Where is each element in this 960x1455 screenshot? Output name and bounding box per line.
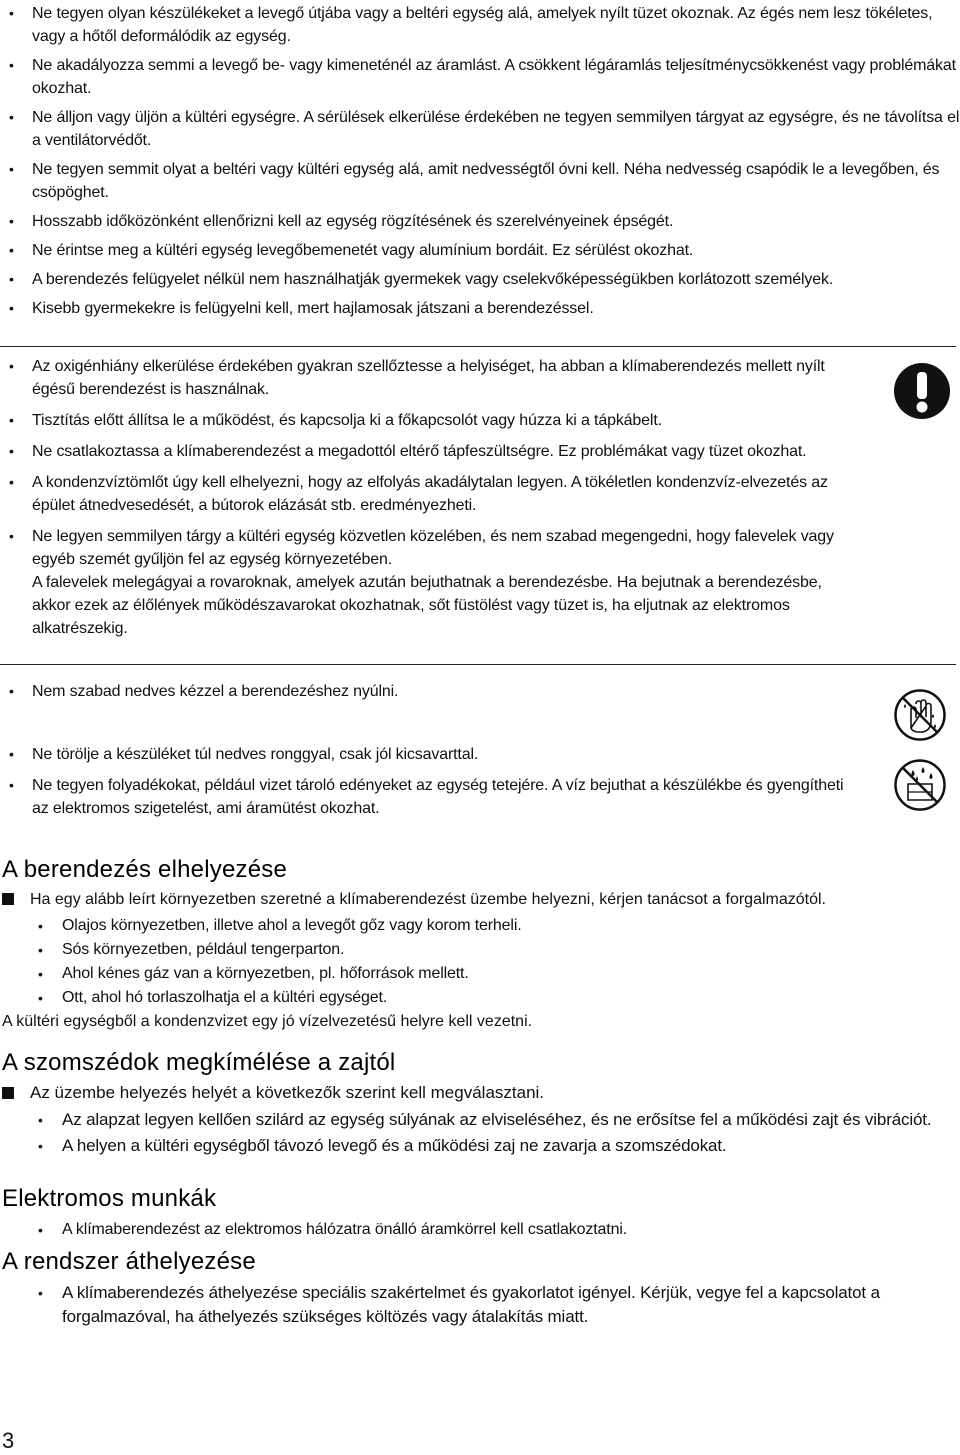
- heading-placement: A berendezés elhelyezése: [2, 856, 287, 883]
- no-water-list: [0, 743, 860, 820]
- square-bullet-icon: [2, 1087, 14, 1099]
- list-item: • Ne csatlakoztassa a klímaberendezést a megadottól eltérő tápfeszültségre. Ez problémákat vagy tüzet okozhat.: [0, 440, 860, 463]
- list-item: • Ne érintse meg a kültéri egység levegőbemenetét vagy alumínium bordáit. Ez sérülést okozhat.: [0, 239, 960, 262]
- list-item: • Az oxigénhiány elkerülése érdekében gyakran szellőztesse a helyiséget, ha abban a klímaberendezés mellett nyílt égésű berendezést is használnak.: [0, 355, 860, 401]
- list-item: • Ne törölje a készüléket túl nedves ronggyal, csak jól kicsavarttal.: [0, 743, 860, 766]
- electrical-list-wrap: [0, 1219, 960, 1243]
- relocation-list: [0, 1281, 880, 1329]
- list-item: • Kisebb gyermekekre is felügyelni kell, mert hajlamosak játszani a berendezéssel.: [0, 297, 960, 320]
- heading-relocation: A rendszer áthelyezése: [2, 1248, 256, 1275]
- list-item: • A kondenzvíztömlőt úgy kell elhelyezni, hogy az elfolyás akadálytalan legyen. A tökéletlen kondenzvíz-elvezetés az épület átnedvesedését, a bútorok elázását stb. eredményezheti.: [0, 471, 860, 517]
- list-item: • A klímaberendezést az elektromos hálózatra önálló áramkörrel kell csatlakoztatni.: [0, 1219, 960, 1241]
- list-item: • Olajos környezetben, illetve ahol a levegőt gőz vagy korom terheli.: [0, 915, 960, 937]
- list-item: • A helyen a kültéri egységből távozó levegő és a működési zaj ne zavarja a szomszédokat.: [0, 1134, 950, 1158]
- placement-list-wrap: [0, 915, 960, 1011]
- placement-intro-text: Ha egy alább leírt környezetben szeretné a klímaberendezést üzembe helyezni, kérjen tanácsot a forgalmazótól.: [30, 891, 826, 908]
- mandatory-list: [0, 355, 860, 640]
- exclamation-icon: [893, 362, 951, 420]
- mandatory-section: [0, 355, 960, 648]
- list-item: • A klímaberendezés áthelyezése speciális szakértelmet és gyakorlatot igényel. Kérjük, vegye fel a kapcsolatot a forgalmazóval, ha áthelyezés szükséges költözés vagy átalakítás miatt.: [0, 1281, 880, 1329]
- list-item: • Ne akadályozza semmi a levegő be- vagy kimeneténél az áramlást. A csökkent légáramlás teljesítménycsökkenést vagy problémákat okozhat.: [0, 54, 960, 100]
- no-water-icon: [893, 758, 947, 812]
- list-item: • Ott, ahol hó torlaszolhatja el a kültéri egységet.: [0, 987, 960, 1009]
- page-number: 3: [2, 1428, 15, 1453]
- list-item: • Ne álljon vagy üljön a kültéri egységre. A sérülések elkerülése érdekében ne tegyen semmilyen tárgyat az egységre, és ne távolítsa el a ventilátorvédőt.: [0, 106, 960, 152]
- heading-electrical: Elektromos munkák: [2, 1185, 217, 1212]
- placement-list: [0, 915, 960, 1009]
- no-water-section: [0, 680, 960, 828]
- list-item: [0, 525, 860, 640]
- no-wet-hands-list: [0, 680, 860, 703]
- no-wet-hands-icon: [893, 688, 947, 742]
- list-item: • Nem szabad nedves kézzel a berendezéshez nyúlni.: [0, 680, 860, 703]
- warnings-top-section: [0, 2, 960, 326]
- warnings-top-list: [0, 2, 960, 320]
- list-item: • Hosszabb időközönként ellenőrizni kell az egység rögzítésének és szerelvényeinek épségét.: [0, 210, 960, 233]
- list-item-text: Ne legyen semmilyen tárgy a kültéri egység közvetlen közelében, és nem szabad megengedni, hogy falevelek vagy egyéb szemét gyűljön fel az egység környezetében. A falevelek melegágyai a rovaroknak, amelyek azután bejuthatnak a berendezésbe. Ha bejutnak a berendezésbe, akkor ezek az élőlények működészavarokat okozhatnak, sőt füstölést vagy tüzet is, ha eljutnak az elektromos alkatrészekig.: [32, 528, 834, 637]
- electrical-list: [0, 1219, 960, 1241]
- list-item: • Ahol kénes gáz van a környezetben, pl. hőforrások mellett.: [0, 963, 960, 985]
- list-item: • Tisztítás előtt állítsa le a működést, és kapcsolja ki a főkapcsolót vagy húzza ki a tápkábelt.: [0, 409, 860, 432]
- square-bullet-icon: [2, 893, 14, 905]
- noise-intro: [2, 1082, 544, 1104]
- relocation-list-wrap: [0, 1281, 880, 1331]
- noise-list: [0, 1108, 950, 1158]
- divider: [0, 346, 956, 347]
- placement-note: A kültéri egységből a kondenzvizet egy jó vízelvezetésű helyre kell vezetni.: [2, 1013, 533, 1030]
- list-item: • Ne tegyen olyan készülékeket a levegő útjába vagy a beltéri egység alá, amelyek nyílt tüzet okoznak. Az égés nem lesz tökéletes, vagy a hőtől deformálódik az egység.: [0, 2, 960, 48]
- placement-intro: [2, 889, 826, 911]
- list-item: • Sós környezetben, például tengerparton.: [0, 939, 960, 961]
- list-item: • Ne tegyen semmit olyat a beltéri vagy kültéri egység alá, amit nedvességtől óvni kell. Néha nedvesség csapódik le a levegőben, és csöpöghet.: [0, 158, 960, 204]
- divider: [0, 664, 956, 665]
- list-item: • Ne tegyen folyadékokat, például vizet tároló edényeket az egység tetejére. A víz bejuthat a készülékbe és gyengítheti az elektromos szigetelést, ami áramütést okozhat.: [0, 774, 860, 820]
- list-item: • Az alapzat legyen kellően szilárd az egység súlyának az elviseléséhez, és ne erősítse fel a működési zajt és vibrációt.: [0, 1108, 950, 1132]
- noise-list-wrap: [0, 1108, 950, 1160]
- list-item: • A berendezés felügyelet nélkül nem használhatják gyermekek vagy cselekvőképességükben korlátozott személyek.: [0, 268, 960, 291]
- noise-intro-text: Az üzembe helyezés helyét a következők szerint kell megválasztani.: [30, 1083, 545, 1102]
- heading-noise: A szomszédok megkímélése a zajtól: [2, 1049, 396, 1076]
